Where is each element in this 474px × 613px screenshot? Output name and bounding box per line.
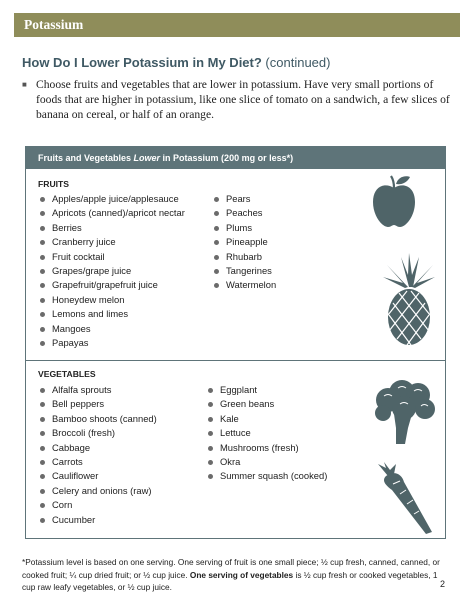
list-item: Celery and onions (raw): [38, 484, 157, 498]
broccoli-icon: [374, 380, 436, 446]
list-item: Grapefruit/grapefruit juice: [38, 278, 185, 292]
list-item: Mangoes: [38, 322, 185, 336]
list-item: Apples/apple juice/applesauce: [38, 192, 185, 206]
list-item: Grapes/grape juice: [38, 264, 185, 278]
list-item: Carrots: [38, 455, 157, 469]
page-title-suffix: (continued): [261, 55, 331, 70]
footnote-part2: is ½ cup fresh or cooked vegetables, 1 cup raw leafy vegetables, or ½ cup juice.: [22, 569, 438, 593]
list-item: Mushrooms (fresh): [206, 441, 327, 455]
list-item: Green beans: [206, 397, 327, 411]
list-item: Summer squash (cooked): [206, 469, 327, 483]
list-item: Pineapple: [212, 235, 276, 249]
list-item: Lettuce: [206, 426, 327, 440]
fruits-section: [26, 169, 445, 361]
list-item: Cauliflower: [38, 469, 157, 483]
list-item: Lemons and limes: [38, 307, 185, 321]
table-heading: [26, 147, 445, 169]
section-header-bar: [14, 13, 460, 37]
list-item: Peaches: [212, 206, 276, 220]
apple-icon: [371, 174, 417, 228]
list-item: Tangerines: [212, 264, 276, 278]
low-potassium-table: [25, 146, 446, 539]
vegetables-list-left: [38, 383, 157, 527]
list-item: Broccoli (fresh): [38, 426, 157, 440]
list-item: Apricots (canned)/apricot nectar: [38, 206, 185, 220]
vegetables-label: VEGETABLES: [38, 369, 96, 379]
table-heading-post: in Potassium (200 mg or less*): [160, 153, 294, 163]
list-item: Papayas: [38, 336, 185, 350]
list-item: Kale: [206, 412, 327, 426]
list-item: Plums: [212, 221, 276, 235]
list-item: Cranberry juice: [38, 235, 185, 249]
list-item: Bell peppers: [38, 397, 157, 411]
intro-paragraph: [22, 77, 452, 122]
fruits-label: FRUITS: [38, 179, 70, 189]
list-item: Rhubarb: [212, 250, 276, 264]
list-item: Okra: [206, 455, 327, 469]
page-title: [22, 55, 462, 70]
section-header-label: Potassium: [24, 17, 84, 32]
list-item: Bamboo shoots (canned): [38, 412, 157, 426]
list-item: Pears: [212, 192, 276, 206]
square-bullet-icon: ■: [22, 80, 27, 89]
carrot-icon: [374, 462, 436, 536]
footnote-bold: One serving of vegetables: [189, 569, 294, 580]
page-number: 2: [440, 579, 446, 589]
list-item: Corn: [38, 498, 157, 512]
vegetables-section: [26, 362, 445, 538]
list-item: Cucumber: [38, 513, 157, 527]
table-heading-emphasis: Lower: [133, 153, 161, 163]
serving-footnote: [22, 556, 452, 594]
list-item: Cabbage: [38, 441, 157, 455]
page-title-main: How Do I Lower Potassium in My Diet?: [22, 55, 262, 70]
table-heading-pre: Fruits and Vegetables: [38, 153, 134, 163]
vegetables-list-right: [206, 383, 327, 484]
list-item: Alfalfa sprouts: [38, 383, 157, 397]
list-item: Watermelon: [212, 278, 276, 292]
fruits-list-left: [38, 192, 185, 350]
fruits-list-right: [212, 192, 276, 293]
intro-text: Choose fruits and vegetables that are lower in potassium. Have very small portions of foods that are higher in potassium, like one slice of tomato on a sandwich, a few slices of banana on cereal, or half of an orange.: [36, 78, 450, 121]
list-item: Berries: [38, 221, 185, 235]
footnote-part1: *Potassium level is based on one serving. One serving of fruit is one small piece; ½ cup fresh, canned, canned, or cooked fruit; ¼ cup dried fruit; or ½ cup juice.: [22, 557, 440, 580]
pineapple-icon: [381, 253, 437, 347]
list-item: Honeydew melon: [38, 293, 185, 307]
list-item: Eggplant: [206, 383, 327, 397]
list-item: Fruit cocktail: [38, 250, 185, 264]
